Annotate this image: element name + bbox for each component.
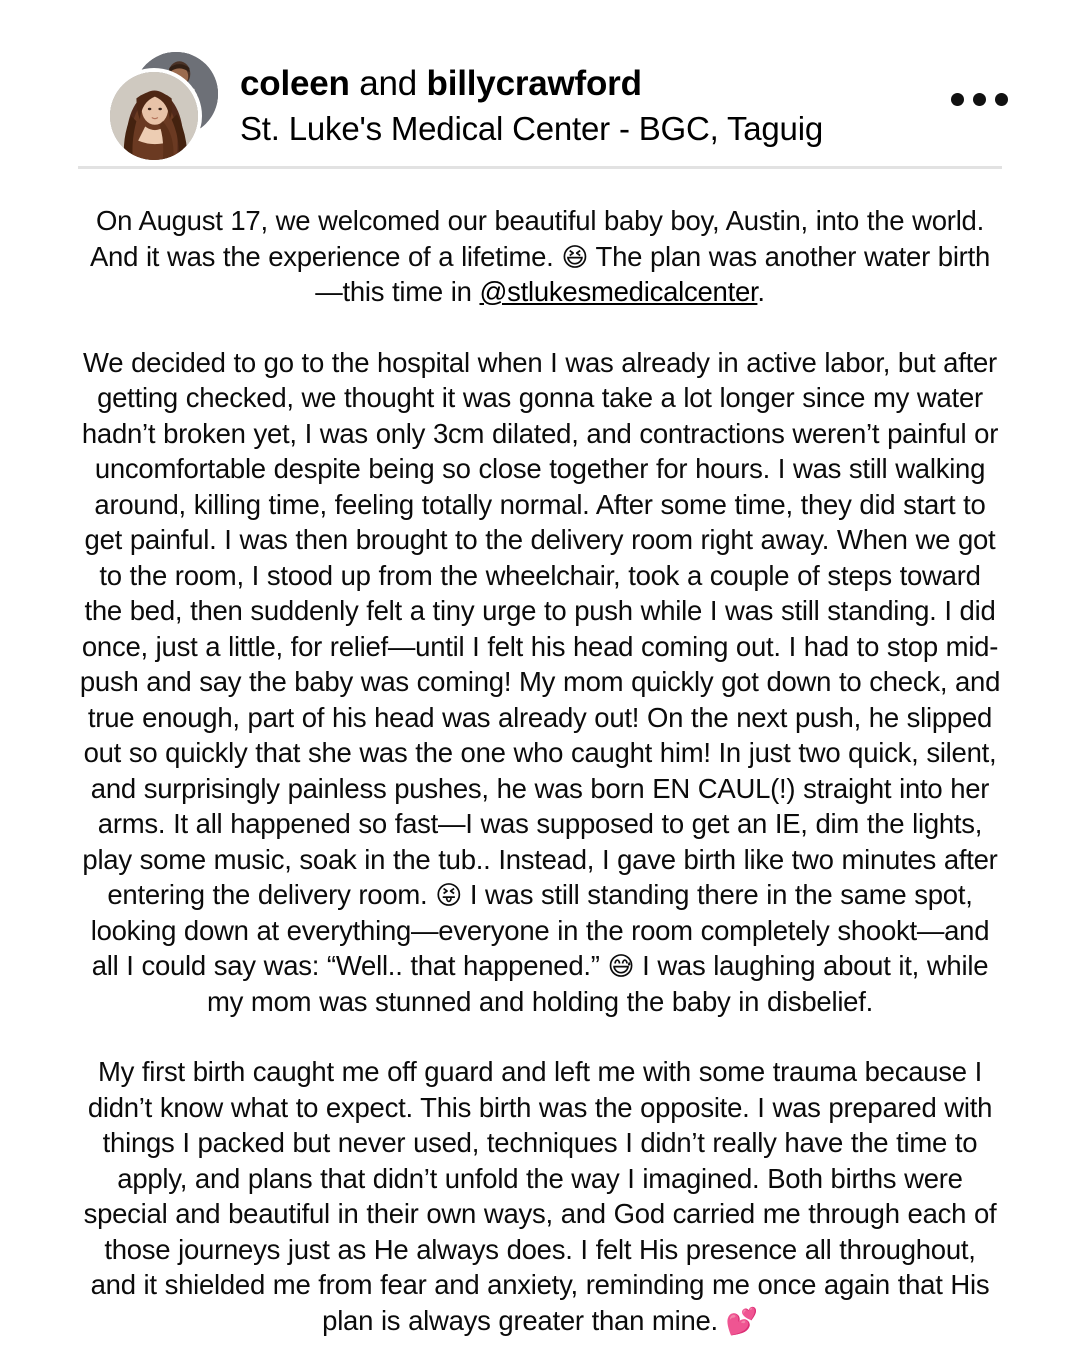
more-options-dot-2	[973, 93, 986, 106]
mention-link-stlukesmedicalcenter[interactable]: @stlukesmedicalcenter	[479, 276, 758, 307]
avatar-front-image	[110, 72, 198, 160]
caption-paragraph-3	[78, 1054, 1002, 1338]
username-conjunction: and	[349, 64, 427, 103]
caption-paragraph-1	[78, 203, 1002, 310]
username-secondary[interactable]: billycrawford	[426, 64, 642, 103]
paragraph-3-text-a: My first birth caught me off guard and left me with some trauma because I didn’t know what to expect. This birth was the opposite. I was prepared with things I packed but never used, techniques I didn’t really have the time to apply, and plans that didn’t unfold the way I imagined. Both births were special and beautiful in their own ways, and God carried me through each of those journeys just as He always does. I felt His presence all throughout, and it shielded me from fear and anxiety, reminding me once again that His plan is always greater than mine.	[83, 1056, 997, 1336]
more-options-dot-3	[995, 93, 1008, 106]
post-header	[0, 0, 1080, 150]
grinning-squinting-face-emoji: 😆	[561, 242, 589, 273]
caption-body	[0, 169, 1080, 1338]
avatar-coleen[interactable]	[106, 68, 202, 164]
paragraph-1-text-b: The plan was another water birth—this time in	[315, 240, 991, 307]
more-options-icon[interactable]	[933, 93, 1008, 106]
avatar-stack[interactable]	[110, 52, 218, 160]
paragraph-2-text-b: I was still standing there in the same spot, looking down at everything—everyone in the room completely shookt—and all I could say was: “Well.. that happened.”	[90, 879, 990, 981]
squinting-face-with-tongue-emoji: 😝	[435, 881, 463, 911]
post-location[interactable]: St. Luke's Medical Center - BGC, Taguig	[240, 110, 823, 147]
paragraph-1-text-c: .	[757, 276, 765, 307]
header-text	[240, 62, 933, 150]
more-options-dot-1	[951, 93, 964, 106]
post-title	[240, 62, 933, 106]
grinning-face-with-sweat-emoji: 😅	[607, 952, 635, 982]
paragraph-2-text-a: We decided to go to the hospital when I was already in active labor, but after getting checked, we thought it was gonna take a lot longer since my water hadn’t broken yet, I was only 3cm dilated, and contractions weren’t painful or uncomfortable despite being so close together for hours. I was still walking around, killing time, feeling totally normal. After some time, they did start to get painful. I was then brought to the delivery room right away. When we got to the room, I stood up from the wheelchair, took a couple of steps toward the bed, then suddenly felt a tiny urge to push while I was still standing. I did once, just a little, for relief—until I felt his head coming out. I had to stop mid-push and say the baby was coming! My mom quickly got down to check, and true enough, part of his head was already out! On the next push, he slipped out so quickly that she was the one who caught him! In just two quick, silent, and surprisingly painless pushes, he was born EN CAUL(!) straight into her arms. It all happened so fast—I was supposed to get an IE, dim the lights, play some music, soak in the tub.. Instead, I gave birth like two minutes after entering the delivery room.	[79, 346, 1001, 910]
caption-paragraph-2	[78, 345, 1002, 1020]
paragraph-1-text-a: On August 17, we welcomed our beautiful baby boy, Austin, into the world. And it was the experience of a lifetime.	[89, 205, 984, 272]
two-hearts-emoji: 💕	[725, 1306, 758, 1337]
paragraph-2-text-c: I was laughing about it, while my mom was stunned and holding the baby in disbelief.	[206, 950, 989, 1017]
username-primary[interactable]: coleen	[240, 64, 350, 103]
